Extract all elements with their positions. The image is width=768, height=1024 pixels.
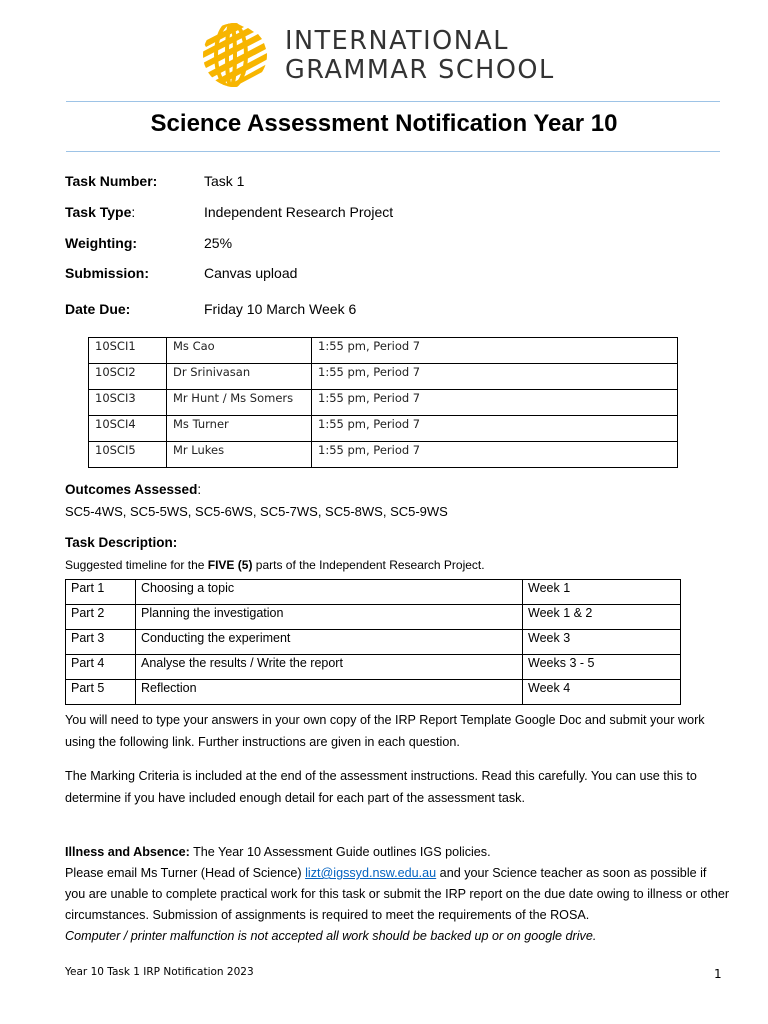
- class-code-cell: 10SCI4: [89, 416, 167, 442]
- class-code-cell: 10SCI3: [89, 390, 167, 416]
- due-time-cell: 1:55 pm, Period 7: [312, 390, 678, 416]
- part-cell: Part 1: [66, 580, 136, 605]
- teacher-cell: Ms Turner: [167, 416, 312, 442]
- week-cell: Week 3: [523, 630, 681, 655]
- submission-label: Submission:: [65, 265, 150, 281]
- table-row: [66, 580, 681, 605]
- outcomes-heading: Outcomes Assessed:: [65, 482, 202, 497]
- teacher-cell: Dr Srinivasan: [167, 364, 312, 390]
- task-number-value: Task 1: [204, 173, 245, 189]
- page-number: 1: [714, 967, 722, 981]
- part-cell: Part 3: [66, 630, 136, 655]
- activity-cell: Reflection: [136, 680, 523, 705]
- week-cell: Week 1: [523, 580, 681, 605]
- date-due-value: Friday 10 March Week 6: [204, 301, 357, 317]
- instructions-paragraph: You will need to type your answers in your own copy of the IRP Report Template Google Doc and submit your work using the following link. Further instructions are given in each question.: [65, 713, 705, 749]
- weighting-label: Weighting:: [65, 235, 138, 251]
- malfunction-note: Computer / printer malfunction is not accepted all work should be backed up or on google drive.: [65, 929, 597, 943]
- teacher-cell: Mr Lukes: [167, 442, 312, 468]
- activity-cell: Conducting the experiment: [136, 630, 523, 655]
- task-type-value: Independent Research Project: [204, 204, 394, 220]
- submission-value: Canvas upload: [204, 265, 298, 281]
- teacher-cell: Ms Cao: [167, 338, 312, 364]
- task-description-intro: Suggested timeline for the FIVE (5) parts of the Independent Research Project.: [65, 558, 485, 572]
- weighting-value: 25%: [204, 235, 233, 251]
- school-name-wordmark: INTERNATIONAL GRAMMAR SCHOOL: [285, 26, 555, 85]
- teacher-cell: Mr Hunt / Ms Somers: [167, 390, 312, 416]
- illness-absence-heading: Illness and Absence:: [65, 845, 190, 859]
- table-row: [89, 390, 678, 416]
- due-time-cell: 1:55 pm, Period 7: [312, 338, 678, 364]
- part-cell: Part 2: [66, 605, 136, 630]
- class-code-cell: 10SCI1: [89, 338, 167, 364]
- task-description-heading: Task Description:: [65, 535, 178, 550]
- due-time-cell: 1:55 pm, Period 7: [312, 442, 678, 468]
- class-code-cell: 10SCI2: [89, 364, 167, 390]
- class-code-cell: 10SCI5: [89, 442, 167, 468]
- task-type-label: Task Type:: [65, 204, 136, 220]
- table-row: [89, 338, 678, 364]
- due-time-cell: 1:55 pm, Period 7: [312, 416, 678, 442]
- head-of-science-email-link[interactable]: lizt@igssyd.nsw.edu.au: [305, 866, 437, 880]
- table-row: [89, 416, 678, 442]
- table-row: [66, 680, 681, 705]
- table-row: [66, 630, 681, 655]
- activity-cell: Planning the investigation: [136, 605, 523, 630]
- week-cell: Week 1 & 2: [523, 605, 681, 630]
- header-rule: [66, 101, 720, 102]
- footer-document-name: Year 10 Task 1 IRP Notification 2023: [65, 966, 254, 978]
- school-logo-globe-icon: [198, 22, 272, 88]
- part-cell: Part 5: [66, 680, 136, 705]
- table-row: [89, 364, 678, 390]
- marking-criteria-paragraph: The Marking Criteria is included at the end of the assessment instructions. Read this carefully. You can use this to determine if you have included enough detail for each part of the assessment task.: [65, 769, 697, 805]
- activity-cell: Choosing a topic: [136, 580, 523, 605]
- title-rule: [66, 151, 720, 152]
- due-time-cell: 1:55 pm, Period 7: [312, 364, 678, 390]
- part-cell: Part 4: [66, 655, 136, 680]
- date-due-label: Date Due:: [65, 301, 131, 317]
- task-timeline-table: [65, 579, 681, 705]
- task-number-label: Task Number:: [65, 173, 158, 189]
- table-row: [66, 605, 681, 630]
- table-row: [66, 655, 681, 680]
- week-cell: Weeks 3 - 5: [523, 655, 681, 680]
- illness-absence-section: Illness and Absence: The Year 10 Assessment Guide outlines IGS policies. Please email Ms Turner (Head of Science) lizt@igssyd.nsw.edu.au and your Science teacher as soon as possible if you are unable to complete practical work for this task or submit the IRP report on the due date owing to illness or other circumstances. Submission of assignments is required to meet the requirements of the ROSA. Computer / printer malfunction is not accepted all work should be backed up or on google drive.: [65, 845, 730, 943]
- class-submission-table: [88, 337, 678, 468]
- week-cell: Week 4: [523, 680, 681, 705]
- outcomes-list: SC5-4WS, SC5-5WS, SC5-6WS, SC5-7WS, SC5-8WS, SC5-9WS: [65, 504, 448, 519]
- activity-cell: Analyse the results / Write the report: [136, 655, 523, 680]
- table-row: [89, 442, 678, 468]
- document-title: Science Assessment Notification Year 10: [150, 110, 618, 137]
